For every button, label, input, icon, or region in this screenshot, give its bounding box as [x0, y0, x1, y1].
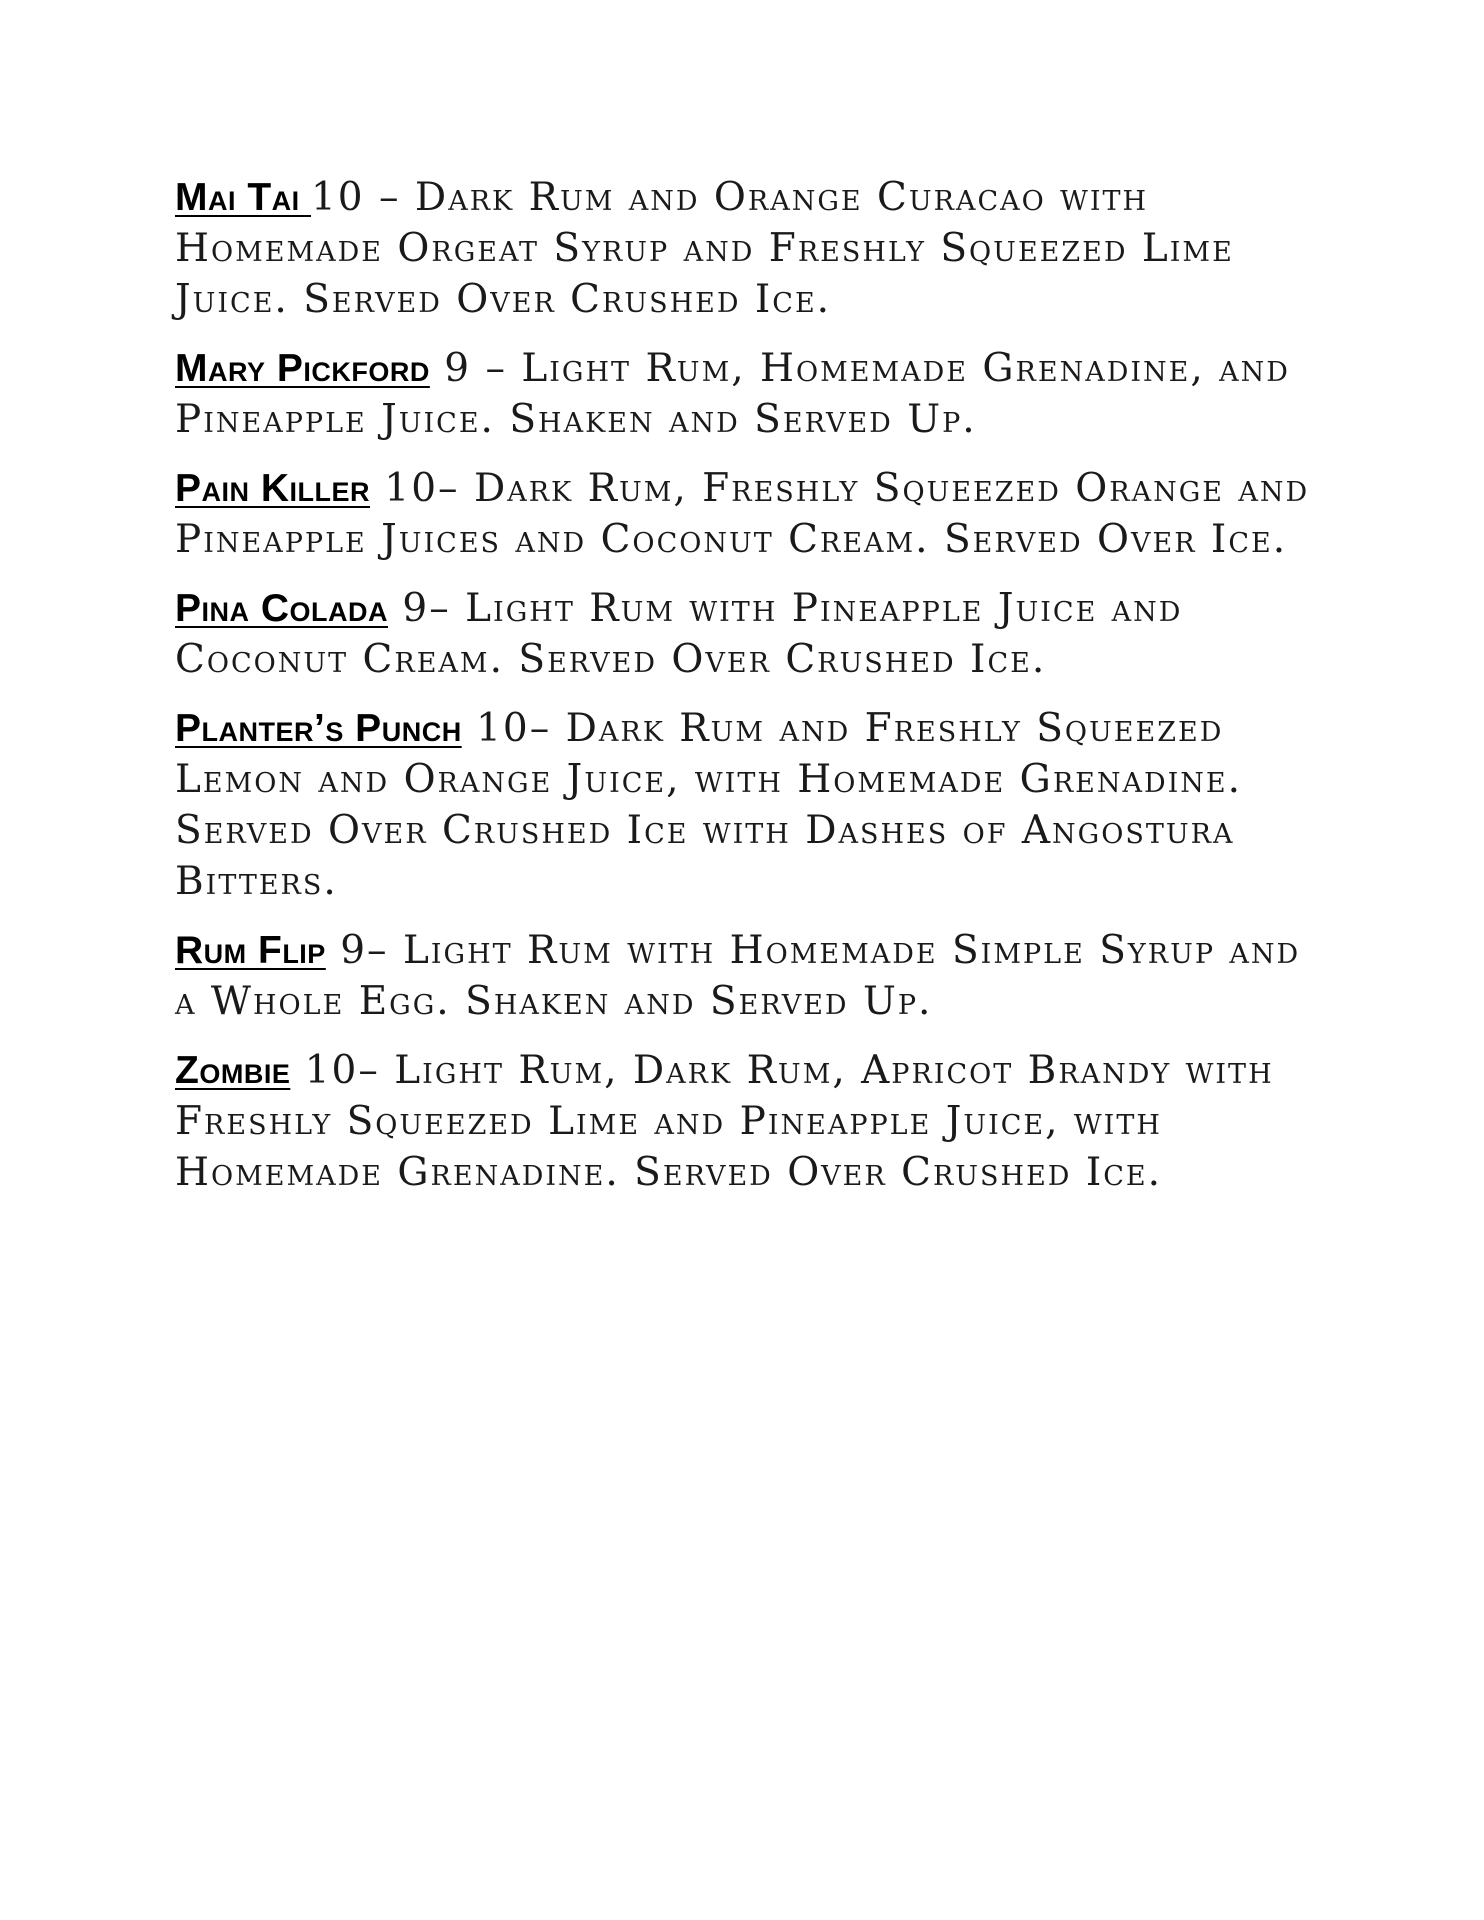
- item-separator: –: [471, 346, 522, 391]
- menu-item-pain-killer: [175, 463, 1325, 565]
- item-description: Light Rum, Homemade Grenadine, and Pineapple Juice. Shaken and Served Up.: [175, 346, 1290, 442]
- menu-item-pina-colada: [175, 583, 1325, 685]
- item-separator: –: [364, 175, 415, 220]
- item-price: 9: [429, 346, 472, 391]
- item-description: Dark Rum and Freshly Squeezed Lemon and Orange Juice, with Homemade Grenadine. Served Over Crushed Ice with Dashes of Angostura Bitters.: [175, 706, 1243, 904]
- item-description: Light Rum, Dark Rum, Apricot Brandy with Freshly Squeezed Lime and Pineapple Juice, with Homemade Grenadine. Served Over Crushed Ice.: [175, 1048, 1274, 1195]
- item-name: Rum Flip: [175, 929, 326, 972]
- menu-item-rum-flip: [175, 925, 1325, 1027]
- menu-item-planters-punch: [175, 703, 1325, 907]
- item-description: Dark Rum, Freshly Squeezed Orange and Pineapple Juices and Coconut Cream. Served Over Ice.: [175, 466, 1310, 562]
- item-separator: –: [529, 706, 566, 751]
- item-description: Light Rum with Pineapple Juice and Coconut Cream. Served Over Crushed Ice.: [175, 586, 1183, 682]
- item-description: Light Rum with Homemade Simple Syrup and a Whole Egg. Shaken and Served Up.: [175, 928, 1301, 1024]
- menu-item-mary-pickford: [175, 343, 1325, 445]
- item-price: 10: [290, 1048, 359, 1093]
- item-separator: –: [429, 586, 466, 631]
- item-name: Zombie: [175, 1049, 291, 1092]
- item-price: 9: [325, 928, 368, 973]
- item-separator: –: [367, 928, 403, 973]
- item-price: 10: [370, 466, 439, 511]
- item-name: Pina Colada: [175, 587, 389, 630]
- cocktail-menu: [175, 172, 1325, 1216]
- menu-item-mai-tai: [175, 172, 1325, 325]
- item-price: 9: [388, 586, 430, 631]
- item-name: Mai Tai: [175, 176, 311, 219]
- item-name: Planter’s Punch: [175, 707, 462, 750]
- item-separator: –: [438, 466, 474, 511]
- item-price: 10: [310, 175, 365, 220]
- item-separator: –: [358, 1048, 395, 1093]
- item-price: 10: [461, 706, 530, 751]
- item-name: Mary Pickford: [175, 347, 430, 390]
- item-name: Pain Killer: [175, 467, 371, 510]
- item-description: Dark Rum and Orange Curacao with Homemade Orgeat Syrup and Freshly Squeezed Lime Juice. Served Over Crushed Ice.: [175, 175, 1234, 322]
- menu-item-zombie: [175, 1045, 1325, 1198]
